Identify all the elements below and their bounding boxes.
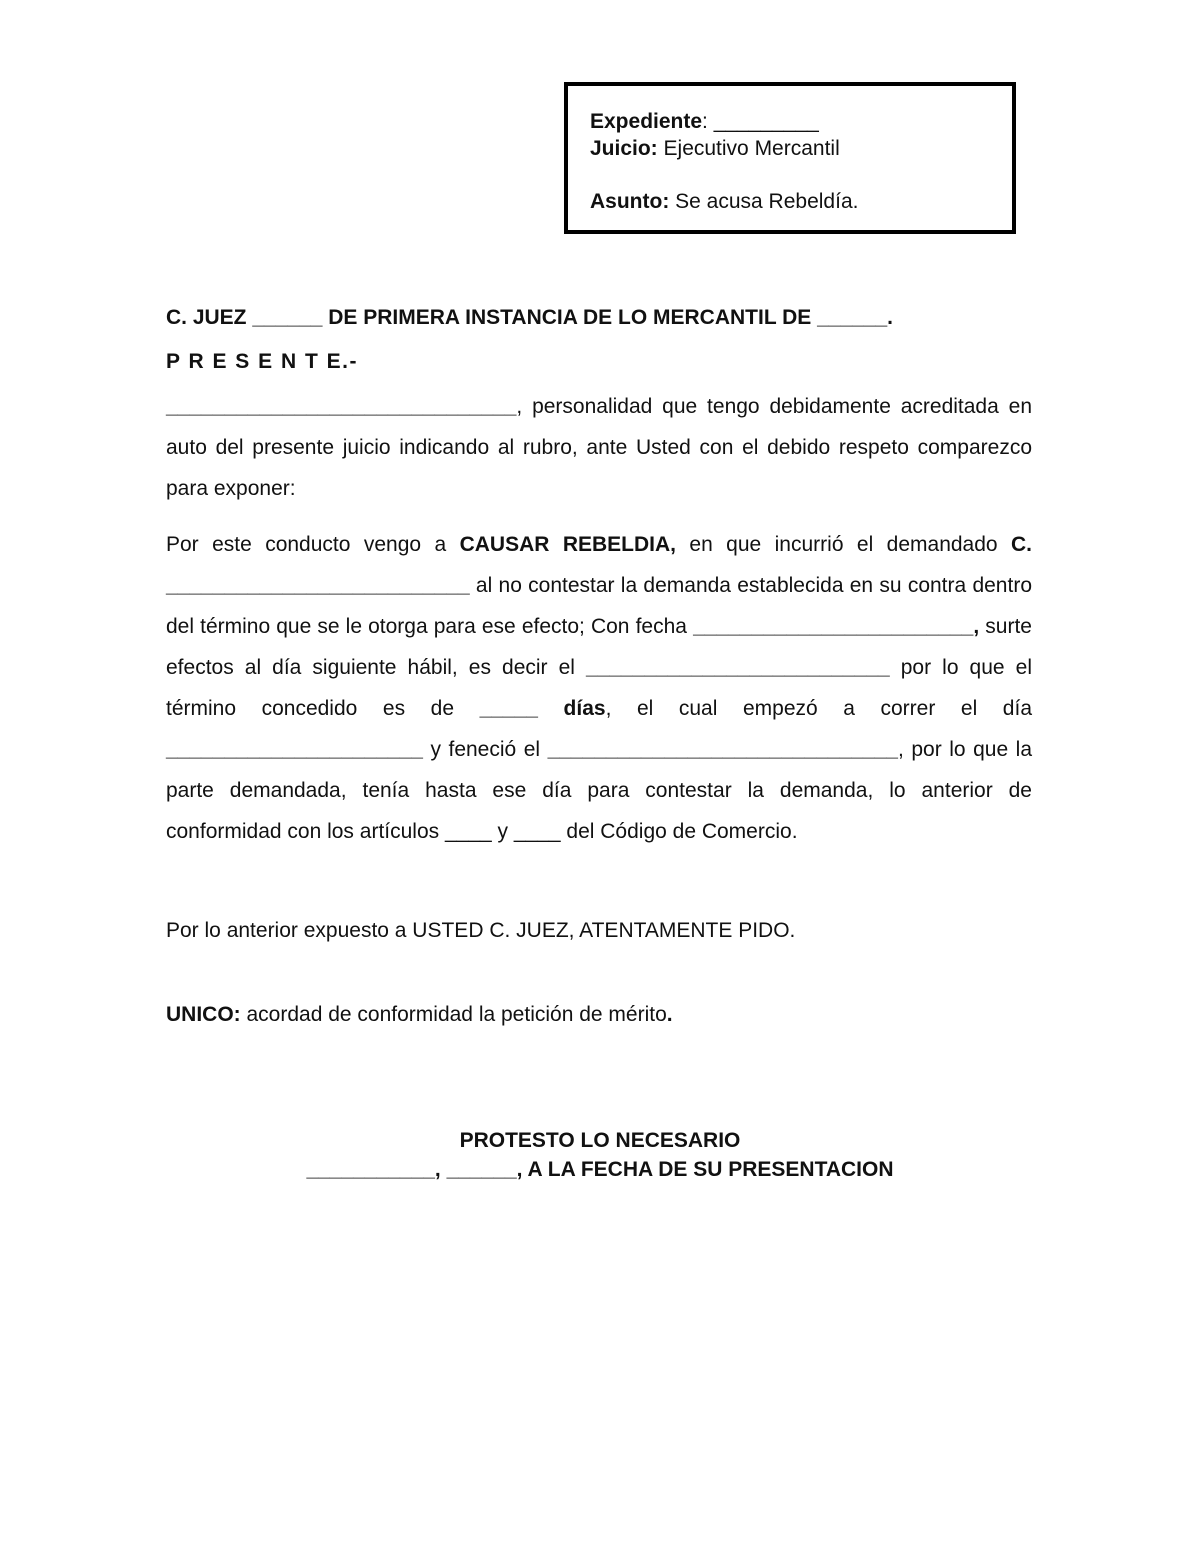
closing-block xyxy=(0,1126,1200,1184)
body-bold-2: C. __________________________ xyxy=(166,533,1033,597)
asunto-row xyxy=(590,188,990,215)
body-bold-5: _____ días xyxy=(479,697,606,720)
body-bold-1: CAUSAR REBELDIA, xyxy=(459,533,676,556)
body-bold-7: ______________________________ xyxy=(547,738,898,761)
closing-line-2: ___________, ______, A LA FECHA DE SU PRESENTACION xyxy=(306,1158,894,1181)
juicio-label: Juicio: xyxy=(590,137,658,160)
document-body xyxy=(166,298,1032,1035)
unico-line xyxy=(166,995,1032,1035)
intro-text: , personalidad que tengo debidamente acreditada en auto del presente juicio indicando al rubro, ante Usted con el debido respeto comparezco para exponer: xyxy=(166,395,1032,500)
body-text-7: y feneció el xyxy=(422,738,548,761)
request-line: Por lo anterior expuesto a USTED C. JUEZ, ATENTAMENTE PIDO. xyxy=(166,919,796,942)
case-info-box xyxy=(564,82,1016,234)
body-bold-3: ________________________, xyxy=(693,615,980,638)
body-bold-6: ______________________ xyxy=(166,738,423,761)
unico-label: UNICO: xyxy=(166,1003,241,1026)
asunto-label: Asunto: xyxy=(590,190,670,213)
body-text-5: por lo que el término concedido es de xyxy=(166,656,1032,720)
body-bold-4: __________________________ xyxy=(586,656,890,679)
addressee-line: C. JUEZ ______ DE PRIMERA INSTANCIA DE LO MERCANTIL DE ______. xyxy=(166,306,894,329)
unico-end: . xyxy=(666,1003,673,1026)
body-text-8: , por lo que la parte demandada, tenía hasta ese día para contestar la demanda, lo anterior de conformidad con los artículos ____ y ____ del Código de Comercio. xyxy=(166,738,1032,843)
body-text-1: Por este conducto vengo a xyxy=(166,533,460,556)
juicio-value: Ejecutivo Mercantil xyxy=(657,137,840,160)
asunto-value: Se acusa Rebeldía. xyxy=(669,190,859,213)
presente-line: P R E S E N T E.- xyxy=(166,350,358,373)
body-text-6: , el cual empezó a correr el día xyxy=(605,697,1032,720)
name-blank: ______________________________ xyxy=(166,395,517,418)
unico-text: acordad de conformidad la petición de mérito xyxy=(240,1003,667,1026)
body-text-4: surte efectos al día siguiente hábil, es decir el xyxy=(166,615,1032,679)
body-text-3: al no contestar la demanda establecida en su contra dentro del término que se le otorga para ese efecto; Con fecha xyxy=(166,574,1032,638)
main-paragraph xyxy=(166,524,1032,852)
spacer xyxy=(590,162,990,188)
expediente-row xyxy=(590,108,990,135)
closing-line-1: PROTESTO LO NECESARIO xyxy=(459,1129,741,1152)
juicio-row xyxy=(590,135,990,162)
body-text-2: en que incurrió el demandado xyxy=(676,533,1012,556)
expediente-value: : _________ xyxy=(702,110,819,133)
intro-paragraph xyxy=(166,386,1032,509)
expediente-label: Expediente xyxy=(590,110,703,133)
